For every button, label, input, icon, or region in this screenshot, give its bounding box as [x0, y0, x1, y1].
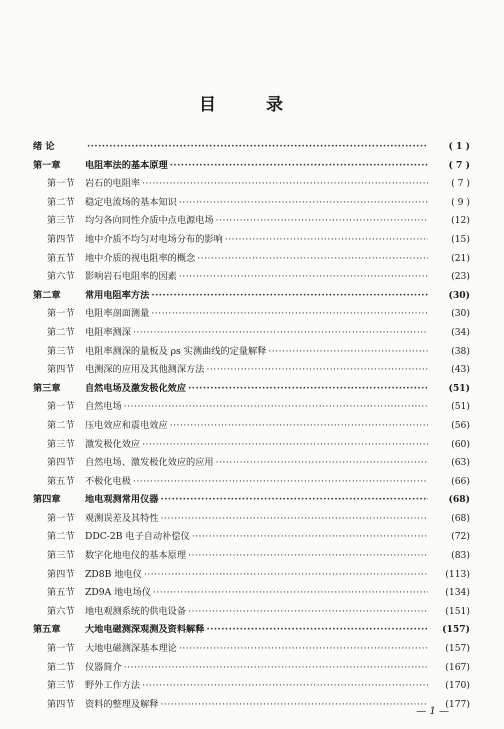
toc-section-entry [33, 268, 470, 287]
dot-leader [161, 494, 429, 505]
dot-leader [151, 290, 428, 301]
toc-entry-number: 第一节 [47, 643, 75, 655]
toc-section-entry [33, 566, 470, 585]
toc-entry-page: ( 7 ) [451, 178, 470, 190]
toc-entry-number: 第一节 [47, 178, 75, 190]
toc-section-entry [33, 696, 470, 715]
toc-entry-title: 仪器简介 [85, 661, 122, 673]
toc-entry-title: ZD8B 地电仪 [85, 568, 142, 580]
toc-entry-title: DDC-2B 电子自动补偿仪 [85, 531, 190, 543]
toc-entry-page: (83) [451, 550, 470, 562]
toc-entry-title: 不极化电极 [85, 475, 131, 487]
toc-entry-number: 绪 论 [33, 141, 55, 152]
toc-entry-page: (21) [451, 252, 470, 264]
toc-entry-number: 第一节 [47, 308, 75, 320]
toc-entry-number: 第六节 [47, 605, 75, 617]
toc-entry-page: (68) [451, 512, 470, 524]
toc-entry-page: (72) [451, 531, 470, 543]
toc-entry-page: (170) [445, 680, 470, 692]
toc-entry-number: 第三节 [47, 438, 75, 450]
dot-leader [161, 513, 429, 524]
toc-entry-number: 第四节 [47, 364, 75, 376]
toc-entry-title: 自然电场及激发极化效应 [85, 382, 187, 394]
toc-entry-page: (38) [451, 345, 470, 357]
toc-entry-title: 资料的整理及解释 [85, 698, 159, 710]
toc-section-entry [33, 175, 470, 194]
toc-section-entry [33, 194, 470, 213]
toc-entry-number: 第二章 [33, 289, 61, 301]
toc-entry-page: (51) [448, 382, 470, 394]
toc-entry-number: 第二节 [47, 419, 75, 431]
toc-section-entry [33, 250, 470, 269]
dot-leader [179, 197, 428, 208]
toc-section-entry [33, 231, 470, 250]
dot-leader [216, 457, 428, 468]
toc-entry-number: 第三节 [47, 550, 75, 562]
toc-entry-number: 第三章 [33, 382, 61, 394]
toc-section-entry [33, 212, 470, 231]
toc-entry-title: 电阻率剖面测量 [85, 308, 150, 320]
toc-entry-number: 第六节 [47, 271, 75, 283]
dot-leader [206, 364, 428, 375]
dot-leader [151, 308, 428, 319]
table-of-contents [33, 138, 470, 714]
dot-leader [216, 215, 428, 226]
toc-entry-page: (66) [451, 475, 470, 487]
toc-entry-title: 电阻率测深的量板及 ρs 实测曲线的定量解释 [85, 345, 267, 357]
toc-entry-number: 第五节 [47, 475, 75, 487]
toc-entry-page: (12) [451, 215, 470, 227]
toc-entry-number: 第五章 [33, 624, 61, 636]
toc-entry-title: 影响岩石电阻率的因素 [85, 271, 177, 283]
toc-entry-page: (167) [445, 661, 470, 673]
toc-section-entry [33, 603, 470, 622]
toc-entry-page: (30) [448, 289, 470, 301]
dot-leader [225, 234, 428, 245]
toc-entry-title: 电测深的应用及其他测深方法 [85, 364, 205, 376]
toc-entry-page: (60) [451, 438, 470, 450]
toc-entry-number: 第三节 [47, 680, 75, 692]
dot-leader [197, 253, 428, 264]
toc-section-entry [33, 547, 470, 566]
toc-entry-title: 大地电磁测深基本理论 [85, 643, 177, 655]
dot-leader [124, 662, 428, 673]
toc-entry-title: 自然电场、激发极化效应的应用 [85, 457, 214, 469]
dot-leader [161, 699, 429, 710]
dot-leader [170, 160, 428, 171]
toc-entry-title: 电阻率测深 [85, 326, 131, 338]
toc-entry-page: (157) [445, 643, 470, 655]
toc-section-entry [33, 417, 470, 436]
toc-entry-number: 第四章 [33, 494, 61, 506]
dot-leader [142, 439, 428, 450]
toc-entry-page: (177) [445, 698, 470, 710]
toc-entry-number: 第二节 [47, 196, 75, 208]
toc-entry-number: 第四节 [47, 233, 75, 245]
toc-chapter-entry [33, 138, 470, 157]
toc-entry-number: 第三节 [47, 215, 75, 227]
toc-chapter-entry [33, 491, 470, 510]
toc-entry-title: 大地电磁测深观测及资料解释 [85, 624, 205, 636]
toc-section-entry [33, 584, 470, 603]
dot-leader [153, 587, 428, 598]
dot-leader [142, 680, 428, 691]
toc-entry-number: 第五节 [47, 252, 75, 264]
toc-entry-page: (23) [451, 271, 470, 283]
toc-entry-number: 第一章 [33, 159, 61, 171]
toc-entry-page: (63) [451, 457, 470, 469]
toc-entry-title: 岩石的电阻率 [85, 178, 141, 190]
toc-entry-page: (113) [445, 568, 470, 580]
toc-section-entry [33, 436, 470, 455]
toc-entry-title: 地电观测系统的供电设备 [85, 605, 187, 617]
toc-entry-number: 第三节 [47, 345, 75, 357]
toc-entry-page: (151) [445, 605, 470, 617]
dot-leader [188, 606, 428, 617]
toc-section-entry [33, 677, 470, 696]
toc-entry-page: (43) [451, 364, 470, 376]
toc-section-entry [33, 659, 470, 678]
toc-entry-number: 第四节 [47, 568, 75, 580]
dot-leader [192, 531, 428, 542]
toc-section-entry [33, 305, 470, 324]
dot-leader [268, 346, 428, 357]
toc-entry-number: 第二节 [47, 531, 75, 543]
toc-chapter-entry [33, 380, 470, 399]
toc-entry-page: (56) [451, 419, 470, 431]
toc-entry-page: (68) [448, 494, 470, 506]
toc-entry-page: (134) [445, 587, 470, 599]
toc-section-entry [33, 454, 470, 473]
toc-entry-number: 第四节 [47, 457, 75, 469]
toc-entry-number: 第二节 [47, 661, 75, 673]
toc-entry-title: 均匀各向同性介质中点电源电场 [85, 215, 214, 227]
toc-chapter-entry [33, 157, 470, 176]
toc-entry-number: 第五节 [47, 587, 75, 599]
toc-entry-title: 数字化地电仪的基本原理 [85, 550, 187, 562]
dot-leader [188, 550, 428, 561]
toc-section-entry [33, 324, 470, 343]
dot-leader [124, 401, 428, 412]
toc-entry-page: (51) [451, 401, 470, 413]
dot-leader [188, 383, 428, 394]
toc-entry-title: 自然电场 [85, 401, 122, 413]
dot-leader [142, 178, 428, 189]
toc-entry-page: ( 1 ) [448, 141, 470, 152]
toc-section-entry [33, 473, 470, 492]
toc-entry-title: 电阻率法的基本原理 [85, 159, 168, 171]
toc-entry-title: ZD9A 地电场仪 [85, 587, 151, 599]
dot-leader [170, 420, 428, 431]
toc-entry-number: 第一节 [47, 512, 75, 524]
toc-entry-title: 激发极化效应 [85, 438, 141, 450]
toc-entry-number: 第四节 [47, 698, 75, 710]
toc-entry-title: 地中介质不均匀对电场分布的影响 [85, 233, 223, 245]
toc-entry-page: (30) [451, 308, 470, 320]
toc-entry-title: 地中介质的视电阻率的概念 [85, 252, 196, 264]
dot-leader [133, 327, 428, 338]
toc-entry-page: (157) [442, 624, 470, 636]
toc-section-entry [33, 398, 470, 417]
toc-section-entry [33, 510, 470, 529]
toc-section-entry [33, 640, 470, 659]
toc-entry-title: 常用电阻率方法 [85, 289, 150, 301]
dot-leader [179, 643, 428, 654]
toc-chapter-entry [33, 621, 470, 640]
dot-leader [206, 624, 428, 635]
toc-entry-page: ( 7 ) [448, 159, 470, 171]
toc-entry-title: 地电观测常用仪器 [85, 494, 159, 506]
toc-entry-page: (34) [451, 326, 470, 338]
toc-entry-page: (15) [451, 233, 470, 245]
toc-entry-page: ( 9 ) [451, 196, 470, 208]
toc-entry-title: 稳定电流场的基本知识 [85, 196, 177, 208]
dot-leader [144, 569, 428, 580]
toc-entry-title: 野外工作方法 [85, 680, 141, 692]
page-title: 目 录 [199, 95, 305, 115]
dot-leader [87, 141, 428, 152]
toc-entry-number: 第二节 [47, 326, 75, 338]
toc-chapter-entry [33, 287, 470, 306]
toc-entry-title: 观测误差及其特性 [85, 512, 159, 524]
toc-section-entry [33, 361, 470, 380]
toc-section-entry [33, 343, 470, 362]
dot-leader [179, 271, 428, 282]
page-number: — 1 — [416, 706, 449, 717]
toc-entry-title: 压电效应和震电效应 [85, 419, 168, 431]
toc-entry-number: 第一节 [47, 401, 75, 413]
toc-section-entry [33, 528, 470, 547]
dot-leader [133, 476, 428, 487]
